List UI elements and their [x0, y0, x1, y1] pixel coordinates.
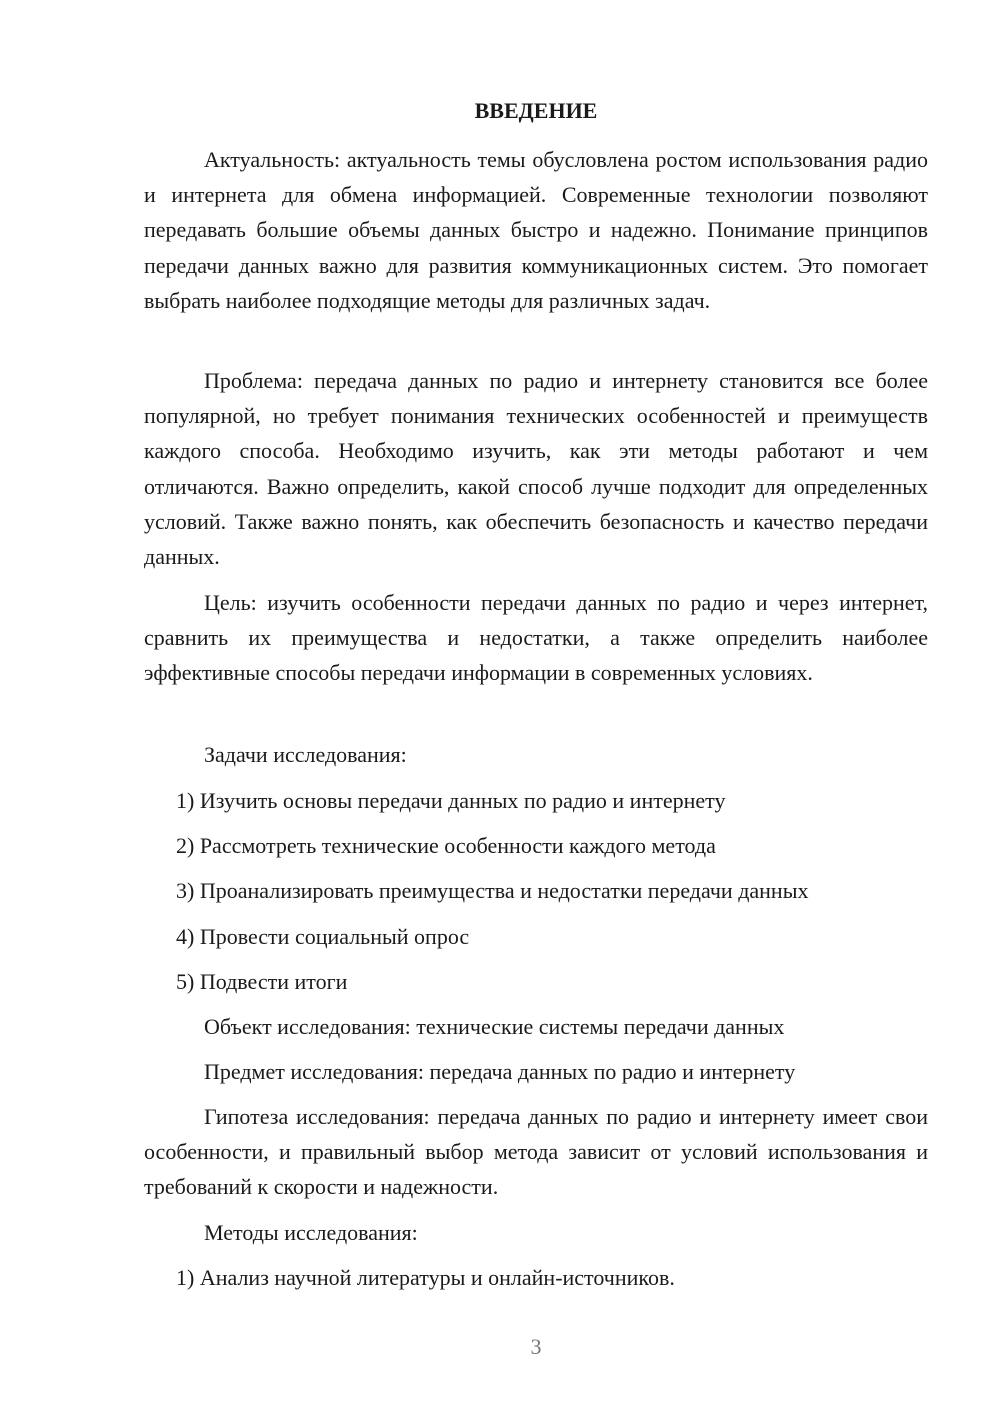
hypothesis-paragraph: Гипотеза исследования: передача данных по радио и интернету имеет свои особенности, и правильный выбор метода зависит от условий использования и требований к скорости и надежности.: [144, 1104, 928, 1200]
relevance-paragraph: Актуальность: актуальность темы обусловлена ростом использования радио и интернета для обмена информацией. Современные технологии позволяют передавать большие объемы данных быстро и надежно. Понимание принципов передачи данных важно для развития коммуникационных систем. Это помогает выбрать наиболее подходящие методы для различных задач.: [144, 147, 928, 313]
section-title: ВВЕДЕНИЕ: [474, 98, 598, 123]
tasks-heading: Задачи исследования:: [204, 742, 407, 767]
research-subject: Предмет исследования: передача данных по радио и интернету: [204, 1059, 796, 1084]
methods-heading: Методы исследования:: [204, 1220, 418, 1245]
task-item-3: 3) Проанализировать преимущества и недостатки передачи данных: [176, 878, 809, 903]
task-item-5: 5) Подвести итоги: [176, 969, 348, 994]
task-item-1: 1) Изучить основы передачи данных по радио и интернету: [176, 788, 726, 813]
method-item-1: 1) Анализ научной литературы и онлайн-источников.: [176, 1265, 675, 1290]
task-item-4: 4) Провести социальный опрос: [176, 924, 470, 949]
task-item-2: 2) Рассмотреть технические особенности каждого метода: [176, 833, 716, 858]
research-object: Объект исследования: технические системы передачи данных: [204, 1014, 785, 1039]
goal-paragraph: Цель: изучить особенности передачи данных по радио и через интернет, сравнить их преимущества и недостатки, а также определить наиболее эффективные способы передачи информации в современных условиях.: [144, 590, 928, 686]
problem-paragraph: Проблема: передача данных по радио и интернету становится все более популярной, но требует понимания технических особенностей и преимуществ каждого способа. Необходимо изучить, как эти методы работают и чем отличаются. Важно определить, какой способ лучше подходит для определенных условий. Также важно понять, как обеспечить безопасность и качество передачи данных.: [144, 368, 928, 570]
document-page: [144, 0, 928, 1414]
page-number: 3: [530, 1334, 542, 1359]
